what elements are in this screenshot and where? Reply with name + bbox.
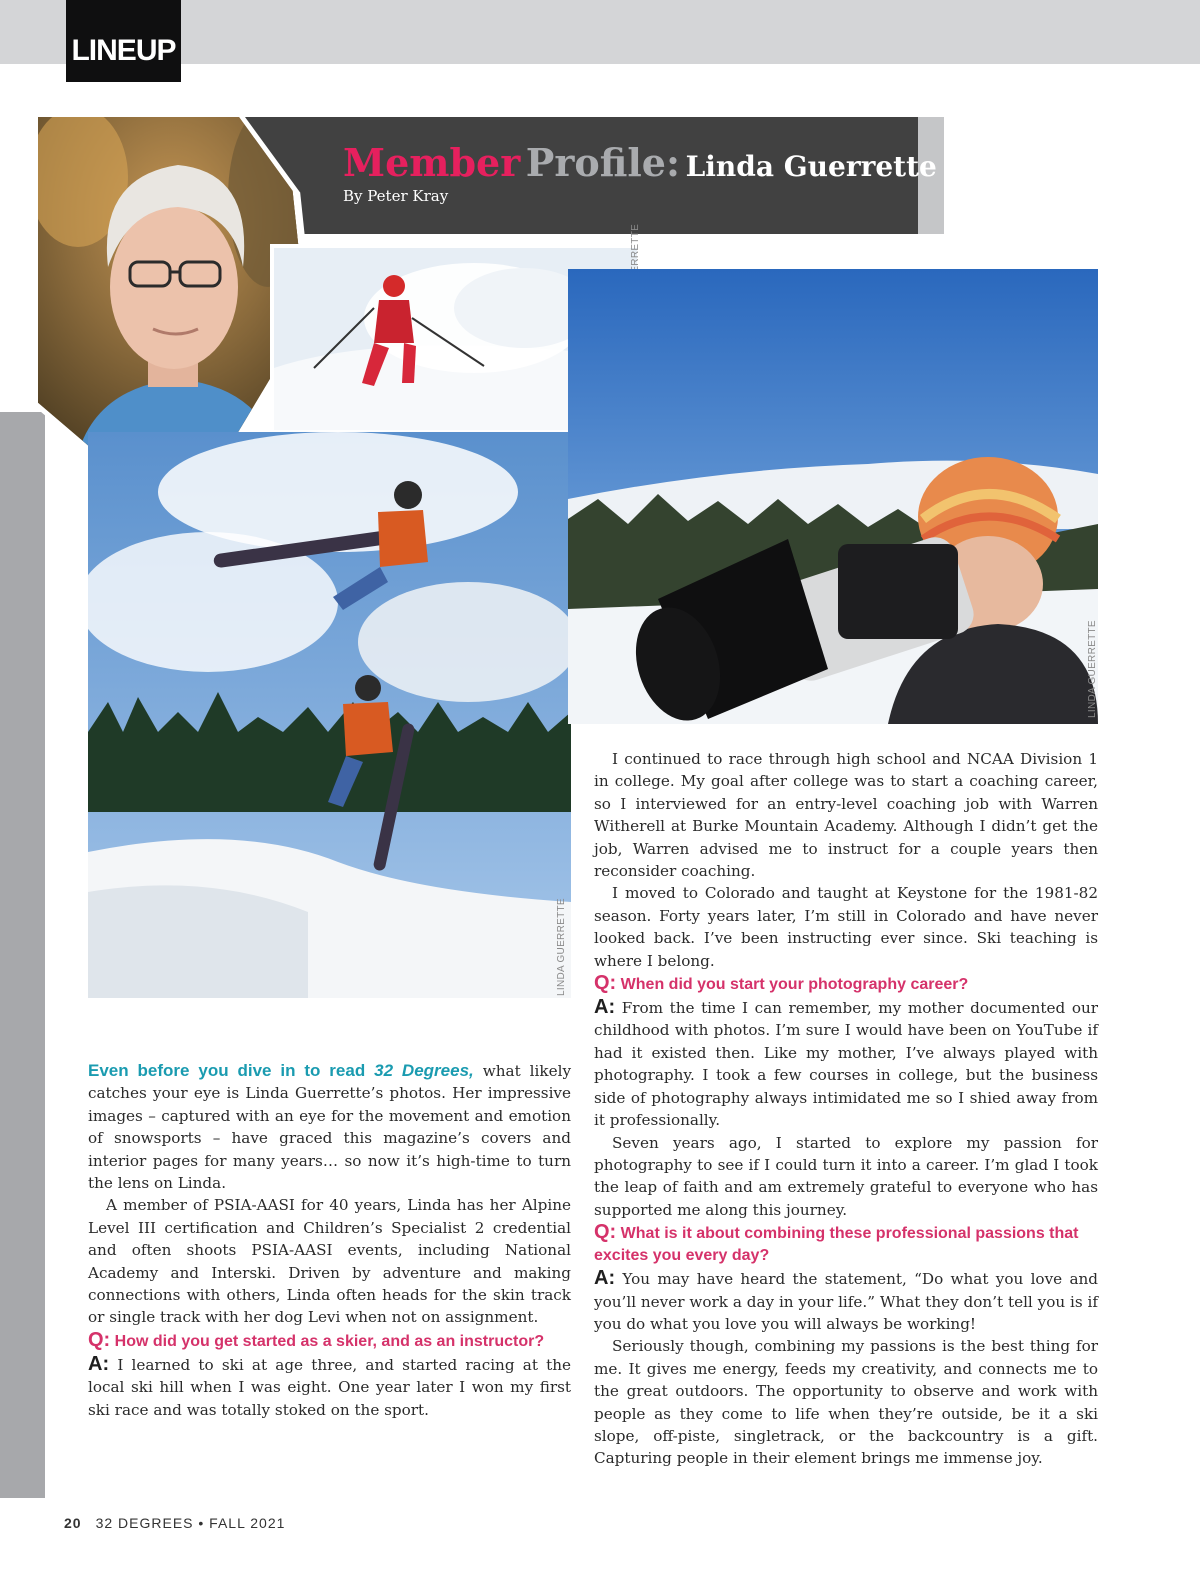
section-label: LINEUP [71,34,176,67]
answer-3-continued: Seriously though, combining my passions is the best thing for me. It gives me energy, feeds my creativity, and connects me to the great outdoors. The opportunity to observe and work with people as they come to life when they’re outside, be it a ski slope, off-piste, singletrack, or the backcountry is a gift. Capturing people in their element brings me immense joy. [594,1337,1098,1468]
question-label: Q: [594,1221,617,1244]
answer-1 [88,1353,571,1421]
answer-label: A: [594,996,616,1019]
photographer-photo-credit: LINDA GUERRETTE [1087,620,1098,718]
page-number: 20 [64,1515,82,1531]
answer-2 [594,996,1098,1131]
lead-publication: 32 Degrees, [374,1061,474,1080]
left-rail [0,412,45,1498]
page-footer [64,1515,285,1531]
race-paragraph: I continued to race through high school and NCAA Division 1 in college. My goal after college was to start a coaching career, so I interviewed for an entry-level coaching job with Warren Witherell at Burke Mountain Academy. Although I didn’t get the job, Warren advised me to instruct for a couple years then reconsider coaching. [594,750,1098,881]
question-2-text: When did you start your photography career? [620,976,969,994]
section-tab [66,0,181,82]
right-column [594,748,1098,1470]
photographer-photo [568,269,1098,724]
title-profile: Profile: [525,140,681,185]
answer-label: A: [88,1352,110,1375]
answer-2-continued: Seven years ago, I started to explore my passion for photography to see if I could turn it into a career. I’m glad I took the leap of faith and am extremely grateful to everyone who has supported me along this journey. [594,1133,1098,1219]
question-3 [594,1221,1098,1267]
question-1 [88,1329,571,1353]
lead-in [88,1061,474,1080]
member-paragraph: A member of PSIA-AASI for 40 years, Linda has her Alpine Level III certification and Children’s Specialist 2 credential and often shoots PSIA-AASI events, including National Academy and Interski. Driven by adventure and making connections with others, Linda often heads for the skin track or single track with her dog Levi when not on assignment. [88,1196,571,1327]
answer-3-text: You may have heard the statement, “Do what you love and you’ll never work a day in your life.” What they don’t tell you is if you do what you love you will always be working! [594,1270,1099,1333]
snowboarder-photo-credit: LINDA GUERRETTE [556,898,567,996]
article-title [343,140,937,185]
colorado-paragraph: I moved to Colorado and taught at Keystone for the 1981-82 season. Forty years later, I’m still in Colorado and have never looked back. I’ve been instructing ever since. Ski teaching is where I belong. [594,884,1098,970]
photographer-illustration [568,269,1098,724]
intro-paragraph [88,1060,571,1194]
lead-text: Even before you dive in to read [88,1061,375,1080]
answer-3 [594,1267,1098,1335]
question-label: Q: [88,1328,111,1351]
answer-1-text: I learned to ski at age three, and started racing at the local ski hill when I was eight. One year later I won my first ski race and was totally stoked on the sport. [88,1355,572,1419]
byline: By Peter Kray [343,187,449,205]
snowboarder-illustration [88,432,571,998]
snowboarder-photo [88,432,571,998]
intro-text: what likely catches your eye is Linda Guerrette’s photos. Her impressive images – captured with an eye for the movement and emotion of snowsports – have graced this magazine’s covers and interior pages for many years… so now it’s high-time to turn the lens on Linda. [88,1062,572,1193]
answer-2-text: From the time I can remember, my mother documented our childhood with photos. I’m sure I would have been on YouTube if had it existed then. Like my mother, I’ve always played with photography. I took a few courses in college, but the business side of photography always intimidated me so I shied away from it professionally. [594,999,1098,1130]
answer-label: A: [594,1267,616,1290]
left-column [88,1060,571,1421]
title-member: Member [343,140,521,185]
publication-line: 32 DEGREES • FALL 2021 [95,1515,286,1531]
question-3-text: What is it about combining these professional passions that excites you every day? [594,1225,1079,1265]
question-label: Q: [594,972,617,995]
title-name: Linda Guerrette [685,150,937,183]
question-1-text: How did you get started as a skier, and as an instructor? [114,1332,545,1350]
question-2 [594,972,1098,996]
